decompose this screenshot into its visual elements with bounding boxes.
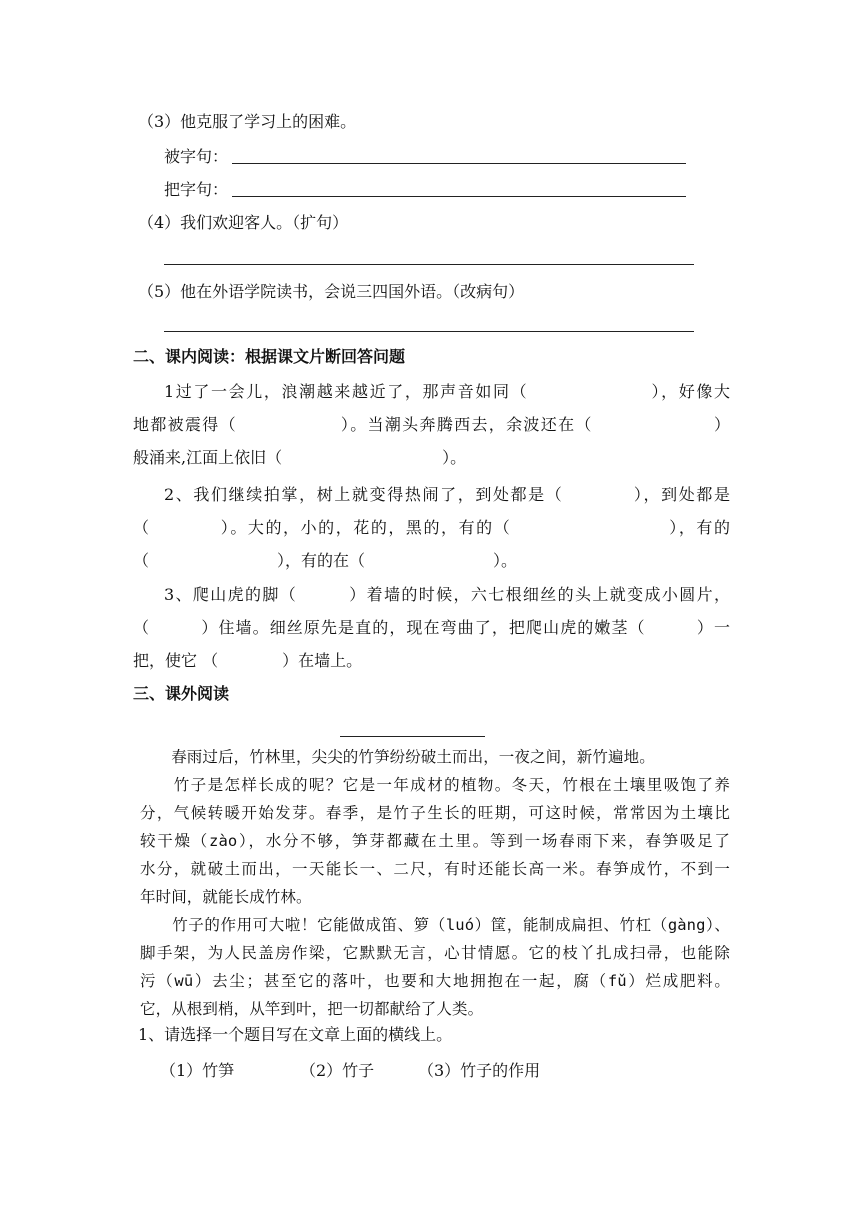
- passage-2-line: （ ），有的在（ ）。: [133, 551, 518, 570]
- ba-sentence-answer-line[interactable]: [232, 196, 686, 197]
- passage-1-line: 地都被震得（ ）。当潮头奔腾西去，余波还在（ ）: [133, 415, 730, 434]
- passage-3-line: 把，使它 （ ）在墙上。: [133, 651, 363, 670]
- reading-paragraph-line: 竹子的作用可大啦！它能做成笛、箩（luó）筐，能制成扁担、竹杠（gàng）、: [140, 916, 730, 934]
- reading-paragraph-line: 竹子是怎样长成的呢？它是一年成材的植物。冬天，竹根在土壤里吸饱了养: [140, 776, 730, 794]
- section-3-heading: 三、课外阅读: [133, 684, 230, 703]
- section-2-heading: 二、课内阅读：根据课文片断回答问题: [133, 347, 406, 366]
- reading-paragraph-line: 分，气候转暖开始发芽。春季，是竹子生长的旺期，可这时候，常常因为土壤比: [140, 804, 730, 822]
- passage-3-line: 3、爬山虎的脚（ ）着墙的时候，六七根细丝的头上就变成小圆片，: [164, 585, 730, 604]
- reading-paragraph-line: 年时间，就能长成竹林。: [140, 888, 312, 906]
- reading-paragraph-line: 它，从根到梢，从竿到叶，把一切都献给了人类。: [140, 1000, 484, 1018]
- bei-sentence-answer-line[interactable]: [232, 163, 686, 164]
- reading-paragraph-line: 春雨过后，竹林里，尖尖的竹笋纷纷破土而出，一夜之间，新竹遍地。: [140, 748, 655, 766]
- title-option-1[interactable]: （1）竹笋: [160, 1061, 235, 1080]
- passage-2-line: （ ）。大的，小的，花的，黑的，有的（ ），有的: [133, 518, 730, 537]
- question-5-prompt: （5）他在外语学院读书，会说三四国外语。（改病句）: [138, 282, 525, 301]
- question-3-prompt: （3）他克服了学习上的困难。: [138, 112, 357, 131]
- question-4-answer-line[interactable]: [164, 264, 694, 265]
- passage-1-line: 1过了一会儿，浪潮越来越近了，那声音如同（ ），好像大: [164, 382, 730, 401]
- question-4-prompt: （4）我们欢迎客人。（扩句）: [138, 213, 349, 232]
- reading-paragraph-line: 较干燥（zào），水分不够，笋芽都藏在土里。等到一场春雨下来，春笋吸足了: [140, 832, 730, 850]
- ba-sentence-label: 把字句：: [164, 180, 229, 199]
- passage-1-line: 般涌来,江面上依旧（ ）。: [133, 448, 467, 467]
- title-answer-line[interactable]: [340, 736, 485, 737]
- passage-2-line: 2、我们继续拍掌，树上就变得热闹了，到处都是（ ），到处都是: [164, 485, 730, 504]
- title-option-3[interactable]: （3）竹子的作用: [418, 1061, 541, 1080]
- title-option-2[interactable]: （2）竹子: [300, 1061, 375, 1080]
- bei-sentence-label: 被字句：: [164, 147, 229, 166]
- reading-question-1-prompt: 1、请选择一个题目写在文章上面的横线上。: [138, 1025, 453, 1044]
- reading-paragraph-line: 水分，就破土而出，一天能长一、二尺，有时还能长高一米。春笋成竹，不到一: [140, 860, 730, 878]
- reading-paragraph-line: 污（wū）去尘；甚至它的落叶，也要和大地拥抱在一起，腐（fǔ）烂成肥料。: [140, 972, 730, 990]
- reading-paragraph-line: 脚手架，为人民盖房作梁，它默默无言，心甘情愿。它的枝丫扎成扫帚，也能除: [140, 944, 730, 962]
- passage-3-line: （ ）住墙。细丝原先是直的，现在弯曲了，把爬山虎的嫩茎（ ）一: [133, 618, 730, 637]
- question-5-answer-line[interactable]: [164, 331, 694, 332]
